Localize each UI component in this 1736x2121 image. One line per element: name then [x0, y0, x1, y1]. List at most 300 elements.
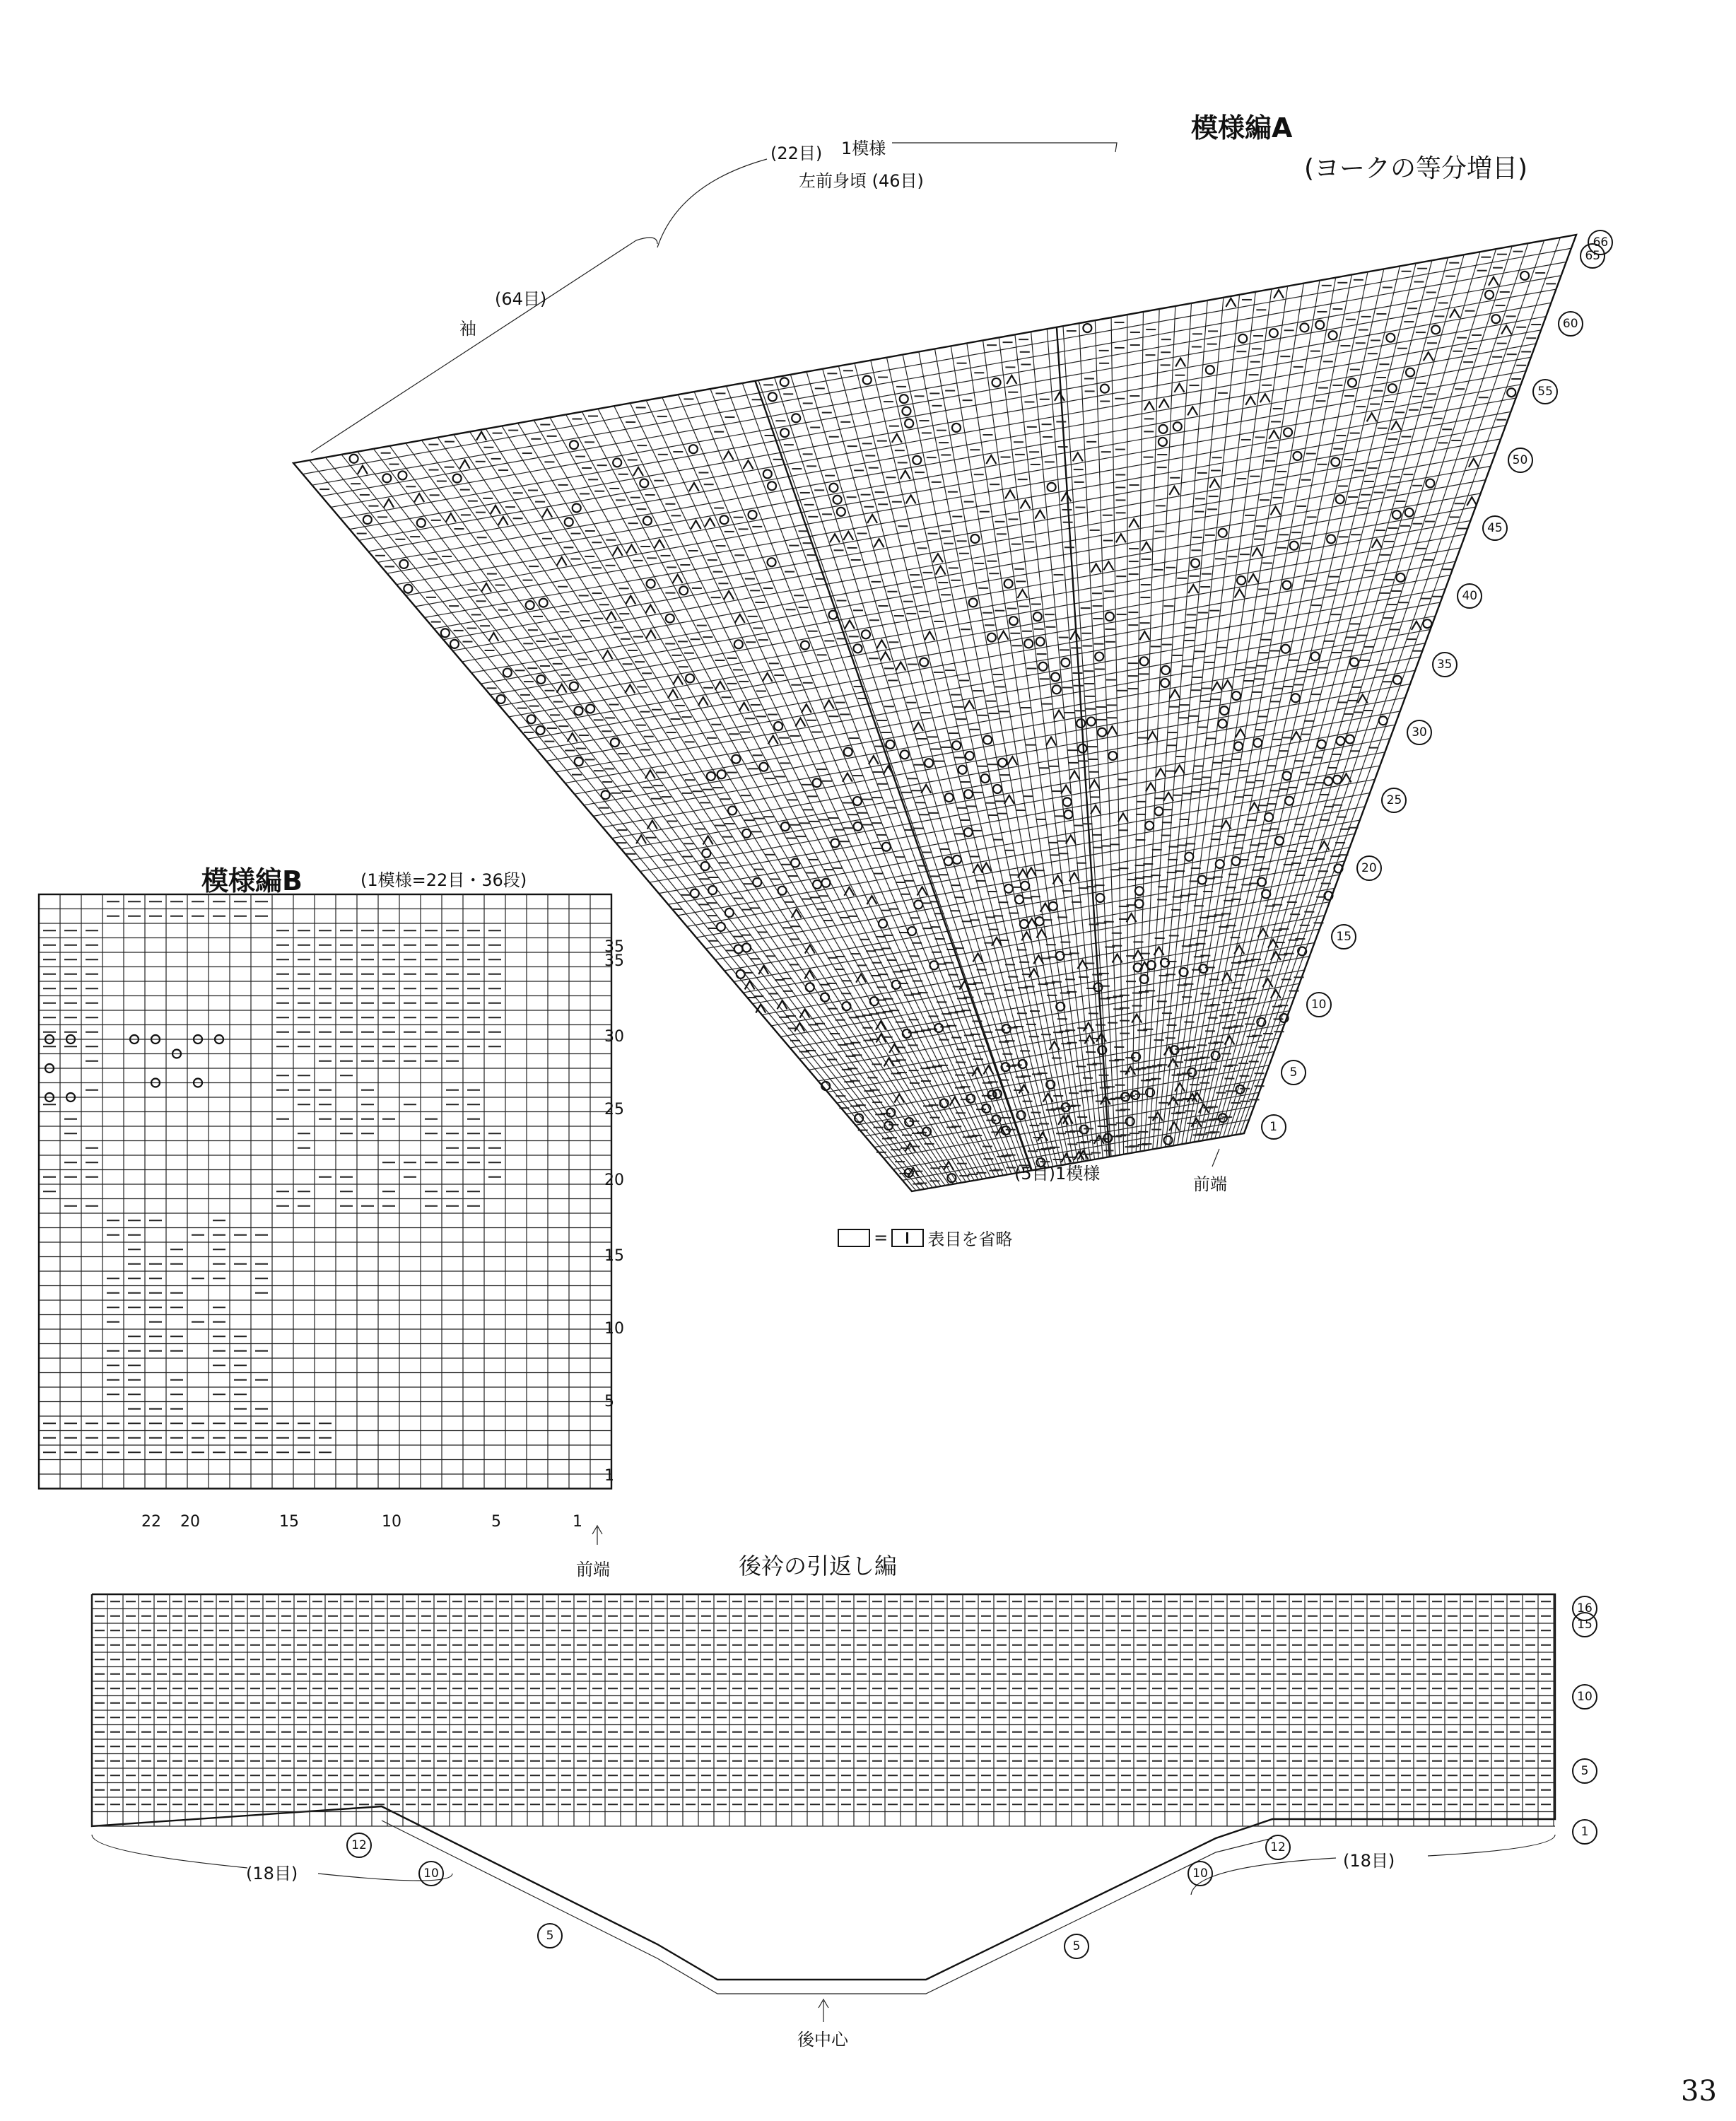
yarn-over-mark — [821, 993, 829, 1002]
yarn-over-mark — [742, 943, 751, 952]
pattern-a-row-50: 50 — [1508, 448, 1533, 473]
pattern-a-row-25: 25 — [1381, 788, 1407, 813]
yarn-over-mark — [780, 378, 789, 386]
decrease-mark — [673, 575, 683, 583]
yarn-over-mark — [1216, 860, 1224, 868]
yarn-over-mark — [1346, 735, 1354, 744]
decrease-mark — [1269, 431, 1279, 439]
yarn-over-mark — [1080, 1126, 1089, 1134]
pattern-b-col-1: 1 — [573, 1513, 582, 1531]
yarn-over-mark — [1405, 508, 1414, 517]
decrease-mark — [856, 974, 866, 983]
yarn-over-mark — [602, 790, 610, 799]
decrease-mark — [645, 605, 655, 614]
decrease-mark — [557, 557, 567, 566]
yarn-over-mark — [1257, 878, 1266, 887]
yarn-over-mark — [934, 1024, 943, 1032]
yarn-over-mark — [1238, 334, 1247, 343]
yarn-over-mark — [1520, 271, 1529, 280]
decrease-mark — [1018, 590, 1028, 598]
yarn-over-mark — [1140, 657, 1149, 665]
yarn-over-mark — [801, 641, 809, 650]
pattern-a-title: 模様編A — [1191, 112, 1293, 144]
collar-step-left-10: 10 — [418, 1861, 444, 1886]
pattern-a-label-bottom: (5目)1模様 — [1014, 1164, 1101, 1184]
yarn-over-mark — [1350, 658, 1359, 667]
yarn-over-mark — [611, 738, 619, 747]
pattern-a-col-line — [454, 435, 954, 1184]
yarn-over-mark — [1282, 645, 1290, 653]
collar-label-right: (18目) — [1343, 1851, 1395, 1871]
collar-center-arrow — [819, 1999, 828, 2022]
yarn-over-mark — [1096, 894, 1104, 902]
yarn-over-mark — [1135, 887, 1144, 895]
decrease-mark — [1061, 785, 1071, 794]
decrease-mark — [668, 690, 678, 699]
pattern-b-col-20: 20 — [180, 1513, 200, 1531]
pattern-a-label-22: (22目) — [770, 144, 823, 163]
yarn-over-mark — [1219, 529, 1227, 537]
yarn-over-mark — [945, 793, 954, 802]
decrease-mark — [698, 697, 708, 706]
yarn-over-mark — [1336, 737, 1344, 745]
decrease-mark — [876, 640, 886, 648]
yarn-over-mark — [1004, 580, 1013, 588]
decrease-mark — [1021, 500, 1031, 508]
decrease-mark — [792, 909, 802, 918]
yarn-over-mark — [1232, 691, 1241, 700]
decrease-mark — [744, 460, 753, 469]
yarn-over-mark — [792, 414, 800, 422]
yarn-over-mark — [1187, 1068, 1196, 1077]
decrease-mark — [1004, 795, 1014, 804]
decrease-mark — [1469, 459, 1479, 467]
pattern-a-row-40: 40 — [1457, 583, 1482, 609]
yarn-over-mark — [1039, 662, 1048, 671]
yarn-over-mark — [717, 770, 726, 778]
yarn-over-mark — [686, 674, 694, 682]
pattern-a-col-line — [1127, 315, 1128, 1154]
yarn-over-mark — [527, 715, 536, 723]
yarn-over-mark — [1036, 637, 1045, 645]
decrease-mark — [488, 633, 498, 641]
decrease-mark — [1007, 375, 1016, 384]
yarn-over-mark — [503, 668, 512, 677]
decrease-mark — [763, 673, 773, 682]
pattern-a-col-line — [871, 361, 1062, 1165]
pattern-a-label-front: 左前身頃 (46目) — [799, 171, 924, 191]
collar-step-right-10: 10 — [1187, 1861, 1213, 1886]
collar-row-15: 15 — [1572, 1612, 1597, 1637]
yarn-over-mark — [707, 772, 715, 781]
decrease-mark — [1188, 585, 1198, 593]
decrease-mark — [724, 451, 734, 460]
decrease-mark — [705, 518, 715, 527]
decrease-mark — [498, 517, 508, 525]
decrease-mark — [1235, 589, 1245, 597]
pattern-a-row-20: 20 — [1356, 855, 1382, 881]
pattern-a-label-64: (64目) — [495, 289, 547, 309]
decrease-mark — [933, 554, 943, 562]
yarn-over-mark — [1491, 315, 1500, 323]
yarn-over-mark — [1315, 321, 1324, 329]
yarn-over-mark — [702, 849, 710, 858]
yarn-over-mark — [717, 923, 725, 931]
yarn-over-mark — [1262, 889, 1270, 898]
yarn-over-mark — [863, 376, 872, 385]
yarn-over-mark — [763, 469, 772, 478]
legend-text: 表目を省略 — [927, 1229, 1013, 1249]
decrease-mark — [1069, 872, 1079, 881]
yarn-over-mark — [1333, 776, 1342, 784]
yarn-over-mark — [1379, 716, 1388, 725]
decrease-mark — [646, 630, 656, 638]
yarn-over-mark — [853, 644, 862, 653]
pattern-a-row-60: 60 — [1558, 311, 1583, 337]
decrease-mark — [944, 1162, 954, 1170]
decrease-mark — [1367, 413, 1377, 421]
decrease-mark — [824, 700, 834, 708]
decrease-mark — [1450, 310, 1460, 318]
pattern-b-row-35: 35 — [604, 938, 624, 956]
yarn-over-mark — [969, 598, 978, 607]
yarn-over-mark — [1327, 534, 1335, 543]
yarn-over-mark — [952, 423, 961, 432]
decrease-mark — [626, 545, 636, 554]
yarn-over-mark — [987, 633, 996, 642]
decrease-mark — [1091, 564, 1101, 573]
yarn-over-mark — [613, 458, 621, 467]
yarn-over-mark — [666, 614, 674, 623]
pattern-b-title: 模様編B — [201, 865, 303, 896]
yarn-over-mark — [1397, 573, 1405, 582]
yarn-over-mark — [966, 752, 974, 760]
decrease-mark — [1091, 805, 1101, 814]
yarn-over-mark — [1426, 479, 1434, 488]
decrease-mark — [460, 460, 470, 469]
yarn-over-mark — [350, 455, 358, 463]
yarn-over-mark — [908, 927, 916, 935]
yarn-over-mark — [1154, 807, 1163, 815]
yarn-over-mark — [1324, 777, 1332, 785]
pattern-b-col-15: 15 — [279, 1513, 299, 1531]
decrease-mark — [936, 566, 946, 575]
yarn-over-mark — [1392, 510, 1401, 519]
collar-step-band — [382, 1821, 1272, 1994]
yarn-over-mark — [574, 706, 582, 715]
yarn-over-mark — [844, 748, 852, 756]
yarn-over-mark — [570, 440, 578, 449]
yarn-over-mark — [732, 755, 740, 764]
yarn-over-mark — [1098, 728, 1106, 737]
yarn-over-mark — [720, 515, 729, 524]
yarn-over-mark — [1061, 658, 1069, 667]
decrease-mark — [999, 631, 1009, 640]
decrease-mark — [691, 520, 700, 529]
yarn-over-mark — [1052, 685, 1061, 694]
decrease-mark — [1156, 769, 1166, 777]
yarn-over-mark — [404, 585, 412, 593]
yarn-over-mark — [363, 515, 372, 524]
yarn-over-mark — [1087, 718, 1096, 726]
yarn-over-mark — [1283, 771, 1291, 780]
decrease-mark — [1125, 1066, 1135, 1075]
yarn-over-mark — [1095, 653, 1103, 661]
decrease-mark — [1274, 290, 1284, 298]
yarn-over-mark — [970, 534, 979, 543]
decrease-mark — [626, 596, 635, 604]
decrease-mark — [1108, 726, 1118, 735]
yarn-over-mark — [689, 445, 698, 453]
yarn-over-mark — [842, 1002, 850, 1010]
decrease-mark — [1168, 1097, 1178, 1106]
yarn-over-mark — [1048, 483, 1056, 491]
decrease-mark — [845, 620, 855, 629]
yarn-over-mark — [1232, 857, 1241, 865]
yarn-over-mark — [1161, 666, 1170, 674]
yarn-over-mark — [1056, 952, 1065, 960]
decrease-mark — [1035, 510, 1045, 519]
page-number: 33 — [1681, 2075, 1717, 2108]
decrease-mark — [869, 756, 879, 764]
yarn-over-mark — [1336, 495, 1344, 503]
yarn-over-mark — [734, 640, 743, 648]
pattern-b-grid — [39, 894, 611, 1489]
yarn-over-mark — [1161, 679, 1169, 687]
yarn-over-mark — [1311, 652, 1320, 660]
yarn-over-mark — [586, 704, 594, 713]
yarn-over-mark — [862, 630, 870, 638]
pattern-a-label-edge: 前端 — [1193, 1174, 1227, 1194]
yarn-over-mark — [829, 484, 838, 492]
yarn-over-mark — [854, 822, 862, 831]
collar-step-right-12: 12 — [1265, 1835, 1291, 1860]
yarn-over-mark — [1329, 331, 1337, 339]
yarn-over-mark — [913, 456, 921, 464]
yarn-over-mark — [905, 419, 913, 428]
yarn-over-mark — [1173, 422, 1182, 431]
collar-step-left-12: 12 — [346, 1833, 372, 1858]
decrease-mark — [1489, 277, 1499, 286]
pattern-a-col-line — [470, 432, 958, 1184]
yarn-over-mark — [929, 961, 938, 969]
yarn-over-mark — [886, 740, 894, 749]
yarn-over-mark — [983, 736, 992, 744]
yarn-over-mark — [1290, 542, 1298, 550]
yarn-over-mark — [1485, 291, 1494, 299]
yarn-over-mark — [813, 778, 821, 787]
collar-step-left-5: 5 — [537, 1923, 563, 1948]
decrease-mark — [1055, 392, 1065, 401]
yarn-over-mark — [1064, 810, 1072, 819]
yarn-over-mark — [1021, 882, 1029, 890]
pattern-a-col-line — [358, 452, 929, 1188]
decrease-mark — [1236, 729, 1245, 737]
decrease-mark — [384, 499, 394, 508]
pattern-a-row-10: 10 — [1306, 992, 1332, 1017]
decrease-mark — [830, 534, 840, 542]
yarn-over-mark — [925, 759, 933, 767]
decrease-mark — [1245, 397, 1255, 405]
legend-empty-square — [838, 1229, 870, 1247]
yarn-over-mark — [920, 658, 928, 667]
collar-label-center: 後中心 — [797, 2030, 848, 2050]
yarn-over-mark — [944, 857, 953, 865]
yarn-over-mark — [1146, 1088, 1154, 1097]
decrease-mark — [1066, 835, 1076, 843]
decrease-mark — [896, 662, 905, 670]
yarn-over-mark — [647, 580, 655, 588]
collar-grid — [92, 1594, 1555, 1994]
yarn-over-mark — [526, 601, 534, 609]
decrease-mark — [1089, 781, 1099, 789]
yarn-over-mark — [565, 518, 573, 526]
pattern-a-row-66: 66 — [1588, 230, 1613, 255]
yarn-over-mark — [573, 503, 581, 512]
yarn-over-mark — [958, 766, 967, 774]
decrease-mark — [1187, 407, 1197, 415]
yarn-over-mark — [382, 474, 391, 482]
yarn-over-mark — [768, 558, 776, 566]
decrease-mark — [986, 455, 996, 464]
decrease-mark — [804, 971, 814, 979]
yarn-over-mark — [728, 806, 737, 814]
yarn-over-mark — [398, 471, 406, 479]
yarn-over-mark — [536, 726, 544, 735]
decrease-mark — [1144, 402, 1154, 410]
decrease-mark — [1223, 680, 1233, 689]
decrease-mark — [1424, 352, 1433, 361]
yarn-over-mark — [737, 970, 745, 978]
decrease-mark — [1174, 384, 1184, 392]
yarn-over-mark — [497, 695, 505, 703]
collar-left-bracket — [92, 1835, 247, 1868]
yarn-over-mark — [453, 474, 462, 483]
yarn-over-mark — [1015, 895, 1024, 904]
decrease-mark — [1103, 561, 1113, 570]
yarn-over-mark — [640, 479, 648, 487]
pattern-b-row-1: 1 — [604, 1467, 614, 1485]
yarn-over-mark — [882, 843, 891, 851]
decrease-mark — [1118, 813, 1128, 822]
yarn-over-mark — [879, 919, 887, 928]
decrease-mark — [1163, 793, 1173, 801]
yarn-over-mark — [708, 886, 717, 894]
pattern-a-label-repeat: 1模様 — [841, 139, 886, 158]
decrease-mark — [921, 785, 931, 793]
pattern-a-subtitle: (ヨークの等分増目) — [1304, 154, 1528, 183]
pattern-a-col-line — [1063, 326, 1111, 1157]
edge-arrow — [1212, 1149, 1219, 1167]
decrease-mark — [1175, 1083, 1185, 1092]
decrease-mark — [1372, 539, 1382, 548]
decrease-mark — [491, 506, 500, 514]
yarn-over-mark — [837, 508, 845, 516]
decrease-mark — [874, 539, 884, 547]
yarn-over-mark — [691, 889, 699, 898]
yarn-over-mark — [1269, 329, 1278, 337]
yarn-over-mark — [1294, 452, 1302, 460]
pattern-a-col-line — [951, 346, 1082, 1162]
yarn-over-mark — [734, 945, 743, 953]
decrease-mark — [745, 981, 755, 989]
yarn-over-mark — [759, 763, 768, 771]
repeat-bracket — [892, 143, 1117, 152]
pattern-a-col-line — [1228, 246, 1513, 1136]
decrease-mark — [358, 466, 368, 474]
decrease-mark — [1005, 490, 1015, 498]
decrease-mark — [1146, 783, 1156, 791]
decrease-mark — [901, 471, 910, 479]
decrease-mark — [655, 539, 664, 548]
pattern-b-col-22: 22 — [141, 1513, 161, 1531]
yarn-over-mark — [1198, 875, 1207, 884]
collar-right-bracket — [1428, 1835, 1555, 1856]
pattern-a-label-sleeve: 袖 — [459, 319, 476, 339]
yarn-over-mark — [1282, 581, 1291, 590]
yarn-over-mark — [1406, 368, 1414, 377]
pattern-a-col-line — [486, 429, 961, 1183]
decrease-mark — [557, 684, 567, 693]
decrease-mark — [689, 483, 699, 491]
yarn-over-mark — [1159, 438, 1167, 446]
pattern-b-row-25: 25 — [604, 1101, 624, 1118]
pattern-b-label-edge: 前端 — [576, 1560, 610, 1579]
yarn-over-mark — [1253, 739, 1262, 747]
decrease-mark — [1069, 771, 1079, 780]
pattern-a-col-line — [534, 420, 974, 1180]
pattern-a-col-line — [919, 352, 1074, 1163]
yarn-over-mark — [1051, 673, 1060, 682]
yarn-over-mark — [902, 407, 910, 416]
yarn-over-mark — [952, 741, 961, 749]
decrease-mark — [1061, 493, 1071, 501]
decrease-mark — [1046, 737, 1056, 746]
pattern-b-row-30: 30 — [604, 1028, 624, 1046]
decrease-mark — [778, 1000, 787, 1009]
decrease-mark — [625, 685, 635, 694]
decrease-mark — [802, 704, 811, 713]
yarn-over-mark — [1386, 334, 1395, 342]
yarn-over-mark — [791, 858, 799, 867]
yarn-over-mark — [643, 517, 652, 525]
yarn-over-mark — [1393, 676, 1402, 684]
decrease-mark — [739, 703, 749, 711]
pattern-b-outline — [39, 894, 611, 1489]
pattern-a-col-line — [1215, 255, 1464, 1138]
yarn-over-mark — [753, 878, 761, 887]
collar-label-left: (18目) — [246, 1864, 298, 1883]
yarn-over-mark — [768, 392, 777, 401]
yarn-over-mark — [1036, 917, 1044, 925]
decrease-mark — [1260, 394, 1270, 402]
yarn-over-mark — [900, 395, 908, 403]
yarn-over-mark — [1220, 706, 1228, 715]
collar-step-right-5: 5 — [1064, 1934, 1089, 1959]
pattern-a-col-line — [886, 358, 1065, 1164]
pattern-a-col-line — [999, 337, 1094, 1159]
pattern-b-col-5: 5 — [491, 1513, 501, 1531]
yarn-over-mark — [417, 519, 426, 527]
yarn-over-mark — [903, 1029, 911, 1038]
yarn-over-mark — [1237, 576, 1245, 585]
decrease-mark — [1054, 711, 1064, 719]
yarn-over-mark — [1159, 425, 1168, 433]
decrease-mark — [1073, 452, 1083, 461]
yarn-over-mark — [781, 822, 790, 831]
yarn-over-mark — [998, 759, 1007, 767]
decrease-mark — [1248, 574, 1258, 583]
